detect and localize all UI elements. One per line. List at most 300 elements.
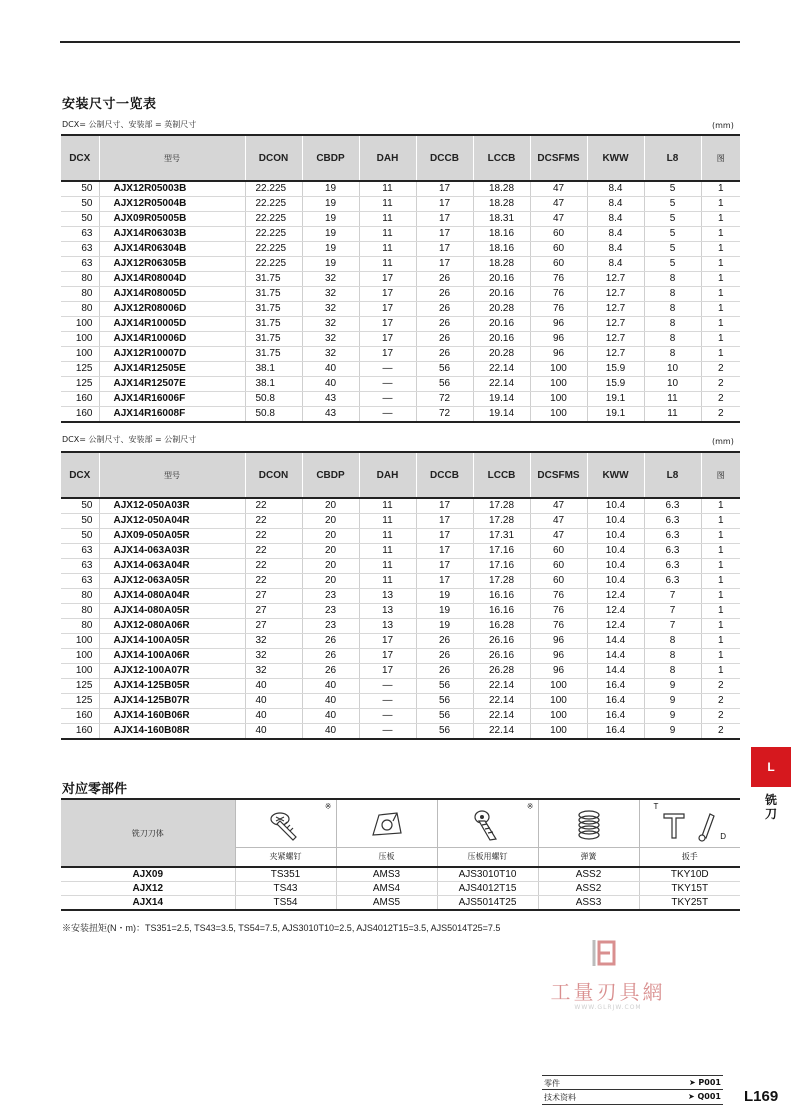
column-header: L8 bbox=[644, 452, 701, 498]
table-cell: 27 bbox=[245, 604, 302, 619]
clamp-screw-icon bbox=[266, 807, 306, 843]
table-cell: 12.7 bbox=[587, 317, 644, 332]
table-cell: 56 bbox=[416, 679, 473, 694]
table-row bbox=[61, 529, 740, 544]
table-cell: 2 bbox=[701, 392, 740, 407]
column-header: 图 bbox=[701, 452, 740, 498]
table-cell: 50 bbox=[61, 514, 99, 529]
table-cell: 20 bbox=[302, 529, 359, 544]
table-header-row bbox=[61, 452, 740, 498]
table-cell: 11 bbox=[359, 574, 416, 589]
table-row bbox=[61, 679, 740, 694]
column-header: LCCB bbox=[473, 135, 530, 181]
table-row bbox=[61, 589, 740, 604]
table-cell: 96 bbox=[530, 317, 587, 332]
table-cell: 32 bbox=[245, 649, 302, 664]
footer-references bbox=[542, 1075, 723, 1105]
table-row bbox=[61, 634, 740, 649]
table-cell: 100 bbox=[530, 679, 587, 694]
table-cell: 19 bbox=[302, 227, 359, 242]
table-cell: 12.7 bbox=[587, 347, 644, 362]
table-cell: 26 bbox=[416, 287, 473, 302]
table-cell: 2 bbox=[701, 377, 740, 392]
parts-cell: AJX09 bbox=[61, 867, 235, 882]
table-row bbox=[61, 362, 740, 377]
table-cell: AJX14-080A05R bbox=[99, 604, 245, 619]
table2-note: DCX= 公制尺寸、安装部 = 公制尺寸 bbox=[62, 435, 197, 444]
table-cell: 20.16 bbox=[473, 332, 530, 347]
table-cell: 8.4 bbox=[587, 227, 644, 242]
table-row bbox=[61, 377, 740, 392]
table-cell: 32 bbox=[302, 272, 359, 287]
table-cell: 18.16 bbox=[473, 227, 530, 242]
table-cell: 17 bbox=[416, 498, 473, 514]
table-cell: 40 bbox=[302, 709, 359, 724]
table-cell: 8.4 bbox=[587, 212, 644, 227]
table-cell: 17 bbox=[359, 332, 416, 347]
table-cell: 160 bbox=[61, 709, 99, 724]
column-header: KWW bbox=[587, 135, 644, 181]
spring-cell bbox=[538, 799, 639, 847]
table-cell: 19 bbox=[416, 589, 473, 604]
table-cell: 17 bbox=[416, 197, 473, 212]
table-cell: 1 bbox=[701, 498, 740, 514]
table-cell: 47 bbox=[530, 212, 587, 227]
table-cell: 16.4 bbox=[587, 709, 644, 724]
table-cell: 23 bbox=[302, 604, 359, 619]
section-tab-l[interactable]: L bbox=[751, 747, 791, 787]
table-cell: 15.9 bbox=[587, 377, 644, 392]
table-cell: 16.16 bbox=[473, 589, 530, 604]
table-cell: 96 bbox=[530, 634, 587, 649]
table-cell: 8 bbox=[644, 347, 701, 362]
table-cell: 76 bbox=[530, 619, 587, 634]
table-cell: 40 bbox=[245, 724, 302, 740]
table-cell: 11 bbox=[359, 529, 416, 544]
clamp-plate-icon bbox=[367, 807, 407, 843]
table-cell: 1 bbox=[701, 272, 740, 287]
table-cell: 26.16 bbox=[473, 649, 530, 664]
table-row bbox=[61, 694, 740, 709]
table-cell: AJX14R08005D bbox=[99, 287, 245, 302]
table-row bbox=[61, 302, 740, 317]
table-cell: 2 bbox=[701, 362, 740, 377]
table-cell: 125 bbox=[61, 679, 99, 694]
table-cell: 63 bbox=[61, 559, 99, 574]
table-cell: 10.4 bbox=[587, 498, 644, 514]
table-cell: 100 bbox=[530, 694, 587, 709]
parts-row bbox=[61, 896, 740, 911]
parts-column-label: 夹紧螺钉 bbox=[235, 847, 336, 867]
table-cell: 11 bbox=[359, 514, 416, 529]
table-cell: 16.4 bbox=[587, 694, 644, 709]
table-cell: 22.14 bbox=[473, 724, 530, 740]
table-cell: AJX14R12505E bbox=[99, 362, 245, 377]
table-cell: AJX12-063A05R bbox=[99, 574, 245, 589]
table-cell: 18.16 bbox=[473, 242, 530, 257]
table-cell: 7 bbox=[644, 619, 701, 634]
table-cell: 100 bbox=[61, 317, 99, 332]
parts-cell: AMS4 bbox=[336, 882, 437, 896]
table-cell: 160 bbox=[61, 407, 99, 423]
table-cell: 19.1 bbox=[587, 407, 644, 423]
table-cell: 6.3 bbox=[644, 529, 701, 544]
table-cell: 8 bbox=[644, 649, 701, 664]
table-cell: 8 bbox=[644, 317, 701, 332]
parts-column-label: 压板用螺钉 bbox=[437, 847, 538, 867]
watermark bbox=[538, 938, 678, 1018]
table-cell: 17 bbox=[416, 242, 473, 257]
table-cell: 19 bbox=[302, 242, 359, 257]
table-cell: 1 bbox=[701, 544, 740, 559]
table-cell: AJX12R05003B bbox=[99, 181, 245, 197]
table-cell: 9 bbox=[644, 709, 701, 724]
parts-body-header: 铣刀刀体 bbox=[61, 799, 235, 867]
table-row bbox=[61, 287, 740, 302]
table-cell: 56 bbox=[416, 377, 473, 392]
parts-cell: AMS5 bbox=[336, 896, 437, 911]
table-cell: 6.3 bbox=[644, 498, 701, 514]
table-cell: 17 bbox=[359, 317, 416, 332]
table-cell: 56 bbox=[416, 724, 473, 740]
table-cell: 26 bbox=[416, 664, 473, 679]
parts-cell: TS43 bbox=[235, 882, 336, 896]
table-cell: 13 bbox=[359, 589, 416, 604]
table-cell: 12.4 bbox=[587, 619, 644, 634]
table-cell: AJX09R05005B bbox=[99, 212, 245, 227]
table-cell: 10.4 bbox=[587, 514, 644, 529]
table-cell: 1 bbox=[701, 559, 740, 574]
table-row bbox=[61, 664, 740, 679]
install-dimensions-table-metric bbox=[61, 451, 740, 740]
wrench-d-label: D bbox=[720, 832, 726, 841]
table-cell: 76 bbox=[530, 604, 587, 619]
column-header: 型号 bbox=[99, 452, 245, 498]
table-cell: 72 bbox=[416, 392, 473, 407]
table-cell: 47 bbox=[530, 529, 587, 544]
table-cell: 19 bbox=[416, 604, 473, 619]
table-cell: AJX14-100A06R bbox=[99, 649, 245, 664]
table-cell: 22 bbox=[245, 574, 302, 589]
table-cell: 100 bbox=[530, 392, 587, 407]
table-cell: 5 bbox=[644, 227, 701, 242]
table-cell: 1 bbox=[701, 574, 740, 589]
table-cell: 17.16 bbox=[473, 559, 530, 574]
table-cell: 63 bbox=[61, 242, 99, 257]
table-cell: — bbox=[359, 694, 416, 709]
wrench-cell bbox=[639, 799, 740, 847]
table-cell: 17 bbox=[416, 212, 473, 227]
table-cell: 40 bbox=[245, 679, 302, 694]
table-cell: 5 bbox=[644, 242, 701, 257]
parts-cell: ASS2 bbox=[538, 882, 639, 896]
parts-icon-row bbox=[61, 799, 740, 847]
table1-unit: (mm) bbox=[712, 121, 734, 130]
table-cell: 1 bbox=[701, 589, 740, 604]
column-header: DCON bbox=[245, 452, 302, 498]
table-cell: — bbox=[359, 407, 416, 423]
table-cell: 60 bbox=[530, 574, 587, 589]
table-cell: 125 bbox=[61, 694, 99, 709]
table-cell: 9 bbox=[644, 679, 701, 694]
table-cell: 23 bbox=[302, 619, 359, 634]
table-cell: 10 bbox=[644, 362, 701, 377]
column-header: CBDP bbox=[302, 135, 359, 181]
table-cell: 13 bbox=[359, 604, 416, 619]
table-row bbox=[61, 604, 740, 619]
table-cell: 16.4 bbox=[587, 679, 644, 694]
table-cell: 22.14 bbox=[473, 679, 530, 694]
table-cell: 2 bbox=[701, 679, 740, 694]
table-cell: 26 bbox=[416, 649, 473, 664]
table-row bbox=[61, 347, 740, 362]
table-cell: 100 bbox=[61, 332, 99, 347]
table-cell: AJX12-050A03R bbox=[99, 498, 245, 514]
table-cell: 40 bbox=[302, 724, 359, 740]
table-cell: AJX14-125B05R bbox=[99, 679, 245, 694]
table-cell: 1 bbox=[701, 664, 740, 679]
table-cell: AJX14-080A04R bbox=[99, 589, 245, 604]
column-header: DCON bbox=[245, 135, 302, 181]
table-cell: 8 bbox=[644, 287, 701, 302]
table-cell: 22 bbox=[245, 544, 302, 559]
table-cell: 50 bbox=[61, 181, 99, 197]
table-cell: 15.9 bbox=[587, 362, 644, 377]
table-cell: 76 bbox=[530, 302, 587, 317]
watermark-text: 工量刃具網 bbox=[550, 980, 666, 1004]
table-cell: 100 bbox=[530, 362, 587, 377]
table-cell: 100 bbox=[61, 664, 99, 679]
table-cell: 5 bbox=[644, 212, 701, 227]
wrench-t-label: T bbox=[653, 802, 659, 811]
table-cell: 96 bbox=[530, 649, 587, 664]
column-header: KWW bbox=[587, 452, 644, 498]
table-cell: 50 bbox=[61, 498, 99, 514]
table-cell: 43 bbox=[302, 407, 359, 423]
table-cell: 17 bbox=[416, 514, 473, 529]
table-cell: 160 bbox=[61, 392, 99, 407]
table-cell: 47 bbox=[530, 514, 587, 529]
table-cell: 100 bbox=[61, 347, 99, 362]
table-cell: AJX14-160B08R bbox=[99, 724, 245, 740]
table-cell: 32 bbox=[245, 634, 302, 649]
table-row bbox=[61, 392, 740, 407]
table-cell: 50 bbox=[61, 529, 99, 544]
table-cell: 6.3 bbox=[644, 559, 701, 574]
reference-target[interactable]: ➤ P001 bbox=[688, 1078, 721, 1087]
table-cell: 60 bbox=[530, 242, 587, 257]
table-cell: AJX14-063A03R bbox=[99, 544, 245, 559]
table-cell: AJX12R08006D bbox=[99, 302, 245, 317]
table-row bbox=[61, 724, 740, 740]
table-cell: 27 bbox=[245, 619, 302, 634]
table-cell: 1 bbox=[701, 302, 740, 317]
table-cell: 14.4 bbox=[587, 649, 644, 664]
parts-cell: AJX12 bbox=[61, 882, 235, 896]
table-cell: 22.225 bbox=[245, 181, 302, 197]
table-cell: 1 bbox=[701, 514, 740, 529]
table-cell: 16.16 bbox=[473, 604, 530, 619]
table-cell: 26 bbox=[302, 634, 359, 649]
table-cell: 17 bbox=[416, 544, 473, 559]
table-cell: 17 bbox=[359, 287, 416, 302]
table-cell: 8 bbox=[644, 664, 701, 679]
table-cell: 20 bbox=[302, 514, 359, 529]
table-cell: 11 bbox=[359, 498, 416, 514]
table-row bbox=[61, 544, 740, 559]
table-cell: 8.4 bbox=[587, 197, 644, 212]
table-cell: 76 bbox=[530, 589, 587, 604]
table-cell: 12.7 bbox=[587, 287, 644, 302]
table-cell: 160 bbox=[61, 724, 99, 740]
table-cell: AJX12-050A04R bbox=[99, 514, 245, 529]
table-cell: 11 bbox=[359, 257, 416, 272]
table-cell: 12.7 bbox=[587, 302, 644, 317]
reference-row-parts[interactable] bbox=[542, 1075, 723, 1090]
table-cell: 60 bbox=[530, 227, 587, 242]
table-cell: — bbox=[359, 392, 416, 407]
table-cell: 8.4 bbox=[587, 242, 644, 257]
table-cell: 8 bbox=[644, 332, 701, 347]
table-cell: 22 bbox=[245, 559, 302, 574]
table-cell: 1 bbox=[701, 347, 740, 362]
table-cell: 18.31 bbox=[473, 212, 530, 227]
table-cell: 80 bbox=[61, 287, 99, 302]
table-cell: 19 bbox=[302, 181, 359, 197]
section-tab-label: 铣刀 bbox=[764, 793, 777, 821]
column-header: DCX bbox=[61, 135, 99, 181]
table-cell: 32 bbox=[302, 287, 359, 302]
table-cell: 60 bbox=[530, 257, 587, 272]
table-cell: 7 bbox=[644, 589, 701, 604]
table-cell: 38.1 bbox=[245, 377, 302, 392]
table-cell: 31.75 bbox=[245, 332, 302, 347]
reference-row-technical[interactable] bbox=[542, 1090, 723, 1105]
table-cell: 9 bbox=[644, 724, 701, 740]
table-cell: 50.8 bbox=[245, 392, 302, 407]
table-cell: — bbox=[359, 709, 416, 724]
table-row bbox=[61, 407, 740, 423]
table-cell: AJX14R16008F bbox=[99, 407, 245, 423]
table-cell: 20 bbox=[302, 498, 359, 514]
table-cell: 26 bbox=[302, 649, 359, 664]
table-cell: 18.28 bbox=[473, 257, 530, 272]
reference-target[interactable]: ➤ Q001 bbox=[688, 1092, 721, 1101]
table-cell: 63 bbox=[61, 544, 99, 559]
parts-cell: TS351 bbox=[235, 867, 336, 882]
table-cell: 56 bbox=[416, 694, 473, 709]
table-cell: 32 bbox=[302, 332, 359, 347]
table-cell: 2 bbox=[701, 407, 740, 423]
table-cell: 5 bbox=[644, 181, 701, 197]
table-cell: AJX14R10006D bbox=[99, 332, 245, 347]
table-cell: 17.28 bbox=[473, 514, 530, 529]
table-cell: 96 bbox=[530, 347, 587, 362]
clamp-plate-cell bbox=[336, 799, 437, 847]
table-cell: AJX12-100A07R bbox=[99, 664, 245, 679]
table-cell: 10.4 bbox=[587, 574, 644, 589]
table-row bbox=[61, 514, 740, 529]
table-cell: 22.225 bbox=[245, 227, 302, 242]
table-cell: 19 bbox=[416, 619, 473, 634]
table-cell: 19 bbox=[302, 212, 359, 227]
reference-label: 技术资料 bbox=[544, 1093, 576, 1102]
table-cell: 22.225 bbox=[245, 242, 302, 257]
table-cell: 32 bbox=[302, 347, 359, 362]
table-cell: — bbox=[359, 724, 416, 740]
table-cell: 22.14 bbox=[473, 377, 530, 392]
table-cell: 12.4 bbox=[587, 604, 644, 619]
table-row bbox=[61, 649, 740, 664]
table-cell: 26 bbox=[416, 317, 473, 332]
table-cell: 31.75 bbox=[245, 287, 302, 302]
table-cell: 1 bbox=[701, 197, 740, 212]
table-cell: 19 bbox=[302, 197, 359, 212]
column-header: DCX bbox=[61, 452, 99, 498]
table-cell: 26 bbox=[416, 272, 473, 287]
table-row bbox=[61, 272, 740, 287]
table-cell: 26.28 bbox=[473, 664, 530, 679]
table-cell: 22 bbox=[245, 514, 302, 529]
column-header: DCSFMS bbox=[530, 452, 587, 498]
table-row bbox=[61, 709, 740, 724]
column-header: CBDP bbox=[302, 452, 359, 498]
table-cell: 13 bbox=[359, 619, 416, 634]
clamp-plate-screw-icon bbox=[468, 807, 508, 843]
table-cell: 50 bbox=[61, 197, 99, 212]
table-cell: 17 bbox=[416, 559, 473, 574]
parts-cell: AMS3 bbox=[336, 867, 437, 882]
asterisk-mark: ※ bbox=[526, 802, 534, 811]
table-cell: 26 bbox=[416, 634, 473, 649]
table-cell: 16.4 bbox=[587, 724, 644, 740]
table-cell: 11 bbox=[359, 242, 416, 257]
column-header: 图 bbox=[701, 135, 740, 181]
table-cell: 22 bbox=[245, 529, 302, 544]
table2-unit: (mm) bbox=[712, 437, 734, 446]
table-cell: 17.31 bbox=[473, 529, 530, 544]
table-cell: 26.16 bbox=[473, 634, 530, 649]
table-cell: 17 bbox=[359, 634, 416, 649]
top-rule bbox=[60, 41, 740, 43]
table-row bbox=[61, 574, 740, 589]
table-header-row bbox=[61, 135, 740, 181]
table-cell: AJX12R06305B bbox=[99, 257, 245, 272]
table-cell: 1 bbox=[701, 242, 740, 257]
table-cell: 17 bbox=[359, 664, 416, 679]
table-cell: 72 bbox=[416, 407, 473, 423]
table-cell: 20.28 bbox=[473, 302, 530, 317]
table-cell: 100 bbox=[530, 724, 587, 740]
table-cell: 22.14 bbox=[473, 694, 530, 709]
table-row bbox=[61, 212, 740, 227]
table-cell: 47 bbox=[530, 181, 587, 197]
table-cell: 12.7 bbox=[587, 272, 644, 287]
table-cell: 26 bbox=[416, 302, 473, 317]
table-cell: 40 bbox=[245, 709, 302, 724]
table-cell: 56 bbox=[416, 362, 473, 377]
table-cell: 17.28 bbox=[473, 574, 530, 589]
table-cell: 22.225 bbox=[245, 197, 302, 212]
table-cell: 8.4 bbox=[587, 257, 644, 272]
parts-column-label: 压板 bbox=[336, 847, 437, 867]
parts-cell: TS54 bbox=[235, 896, 336, 911]
table-cell: 17 bbox=[359, 302, 416, 317]
table-cell: 31.75 bbox=[245, 272, 302, 287]
table-cell: 80 bbox=[61, 272, 99, 287]
table-cell: 17.28 bbox=[473, 498, 530, 514]
table-cell: 8.4 bbox=[587, 181, 644, 197]
